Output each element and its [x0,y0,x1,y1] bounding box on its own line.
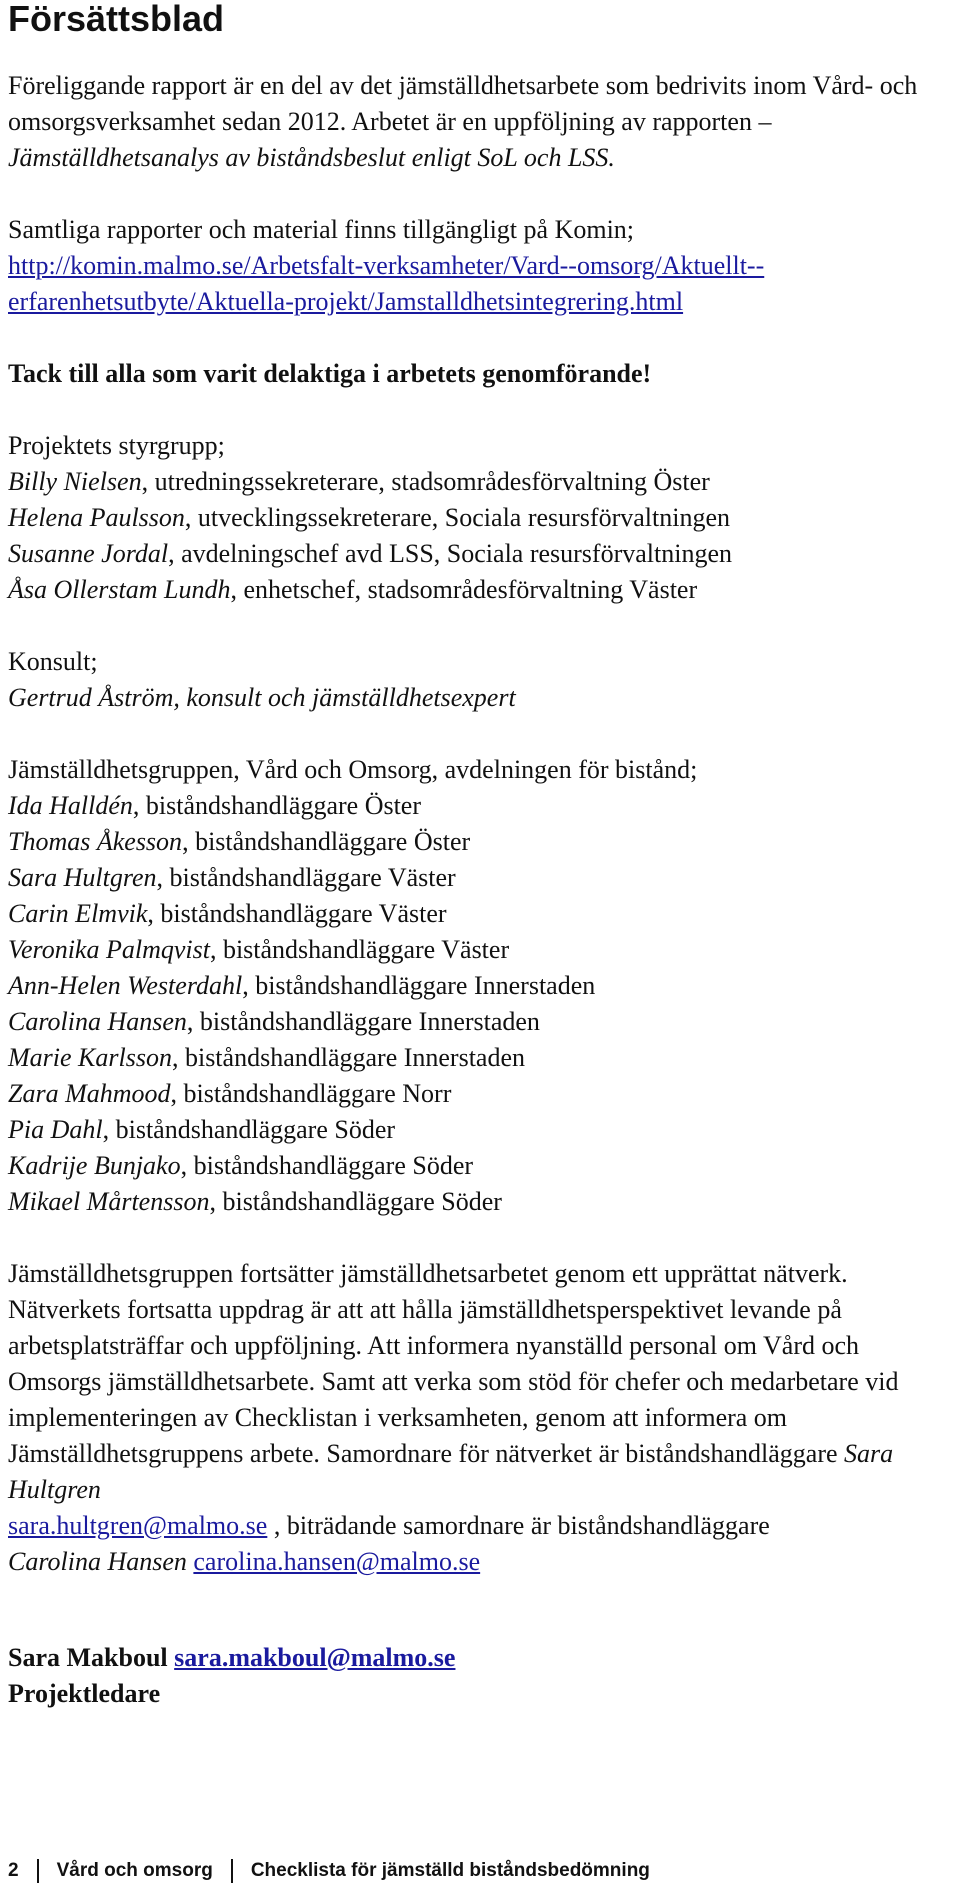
member-name: Ida Halldén [8,791,133,820]
closing-paragraph [8,1256,958,1580]
steering-heading: Projektets styrgrupp; [8,431,225,460]
member-name: Sara Hultgren [8,863,157,892]
member-row [8,1004,958,1040]
footer-divider [231,1859,233,1883]
member-role: , biståndshandläggare Söder [102,1115,396,1144]
page-title: Försättsblad [8,0,225,39]
member-name: Kadrije Bunjako [8,1151,181,1180]
member-role: , biståndshandläggare Väster [209,935,510,964]
page-footer [8,1858,650,1884]
deputy-email-link[interactable]: carolina.hansen@malmo.se [193,1547,481,1576]
member-row [8,932,958,968]
member-name: Åsa Ollerstam Lundh [8,575,231,604]
steering-list [8,464,958,608]
member-row [8,788,958,824]
member-row [8,824,958,860]
report-title: Jämställdhetsanalys av biståndsbeslut enligt SoL och LSS. [8,143,615,172]
member-role: , biståndshandläggare Innerstaden [242,971,596,1000]
member-role: , utredningssekreterare, stadsområdesförvaltning Öster [141,467,710,496]
member-name: Thomas Åkesson [8,827,183,856]
coordinator-name: Sara Hultgren [8,1439,894,1504]
member-name: Ann-Helen Westerdahl [8,971,243,1000]
member-name: Billy Nielsen [8,467,142,496]
member-role: , biståndshandläggare Söder [209,1187,502,1216]
intro-paragraph [8,68,958,176]
footer-document-title: Checklista för jämställd biståndsbedömning [250,1860,650,1881]
page-number: 2 [8,1860,19,1881]
member-role: , utvecklingssekreterare, Sociala resursförvaltningen [184,503,730,532]
member-name: Pia Dahl [8,1115,103,1144]
member-name: Marie Karlsson [8,1043,172,1072]
coordinator-email-link[interactable]: sara.hultgren@malmo.se [8,1511,268,1540]
member-name: Carolina Hansen [8,1007,187,1036]
signature-role: Projektledare [8,1679,161,1708]
member-name: Carin Elmvik [8,899,148,928]
steering-group [8,428,958,608]
member-row [8,1148,958,1184]
member-row [8,1076,958,1112]
member-row [8,1040,958,1076]
member-role: , biståndshandläggare Norr [170,1079,452,1108]
signature-block [8,1640,958,1712]
member-row [8,1112,958,1148]
member-row [8,896,958,932]
equality-group [8,752,958,1220]
member-role: , enhetschef, stadsområdesförvaltning Väster [230,575,698,604]
komin-paragraph [8,212,958,320]
member-row [8,464,958,500]
deputy-name: Carolina Hansen [8,1547,187,1576]
member-role: , biståndshandläggare Väster [147,899,447,928]
member-name: Susanne Jordal [8,539,169,568]
group-heading: Jämställdhetsgruppen, Vård och Omsorg, avdelningen för bistånd; [8,755,698,784]
footer-divider [37,1859,39,1883]
member-role: , biståndshandläggare Innerstaden [171,1043,526,1072]
member-role: , avdelningschef avd LSS, Sociala resursförvaltningen [168,539,732,568]
komin-text: Samtliga rapporter och material finns tillgängligt på Komin; [8,215,635,244]
intro-text: Föreliggande rapport är en del av det jämställdhetsarbete som bedrivits inom Vård- och omsorgsverksamhet sedan 2012. Arbetet är en uppföljning av rapporten – [8,71,918,136]
member-role: , biståndshandläggare Väster [156,863,456,892]
consultant-section [8,644,958,716]
member-role: , biståndshandläggare Öster [182,827,471,856]
consultant-heading: Konsult; [8,647,98,676]
signature-line [8,1640,958,1676]
consultant-name: Gertrud Åström, konsult och jämställdhetsexpert [8,683,516,712]
member-row [8,860,958,896]
thanks-heading: Tack till alla som varit delaktiga i arbetets genomförande! [8,359,652,388]
footer-section: Vård och omsorg [56,1860,213,1881]
member-role: , biståndshandläggare Söder [180,1151,474,1180]
member-name: Mikael Mårtensson [8,1187,210,1216]
member-role: , biståndshandläggare Öster [132,791,422,820]
closing-text: Jämställdhetsgruppen fortsätter jämställdhetsarbetet genom ett upprättat nätverk. Nätverkets fortsatta uppdrag är att att hålla jämställdhetsperspektivet levande på arbetsplatsträffar och uppföljning. Att informera nyanställd personal om Vård och Omsorgs jämställdhetsarbete. Samt att verka som stöd för chefer och medarbetare vid implementeringen av Checklistan i verksamheten, genom att informera om Jämställdhetsgruppens arbete. Samordnare för nätverket är biståndshandläggare [8,1259,899,1468]
member-row [8,968,958,1004]
document-page [8,0,958,1712]
member-row [8,572,958,608]
komin-link[interactable]: http://komin.malmo.se/Arbetsfalt-verksamheter/Vard--omsorg/Aktuellt--erfarenhetsutbyte/Aktuella-projekt/Jamstalldhetsintegrering.html [8,251,765,316]
member-name: Helena Paulsson [8,503,185,532]
member-name: Veronika Palmqvist [8,935,210,964]
member-name: Zara Mahmood [8,1079,171,1108]
member-role: , biståndshandläggare Innerstaden [186,1007,540,1036]
signature-name: Sara Makboul [8,1643,168,1672]
group-list [8,788,958,1220]
deputy-text: , biträdande samordnare är biståndshandläggare [273,1511,770,1540]
member-row [8,1184,958,1220]
signature-email-link[interactable]: sara.makboul@malmo.se [174,1643,456,1672]
member-row [8,536,958,572]
member-row [8,500,958,536]
